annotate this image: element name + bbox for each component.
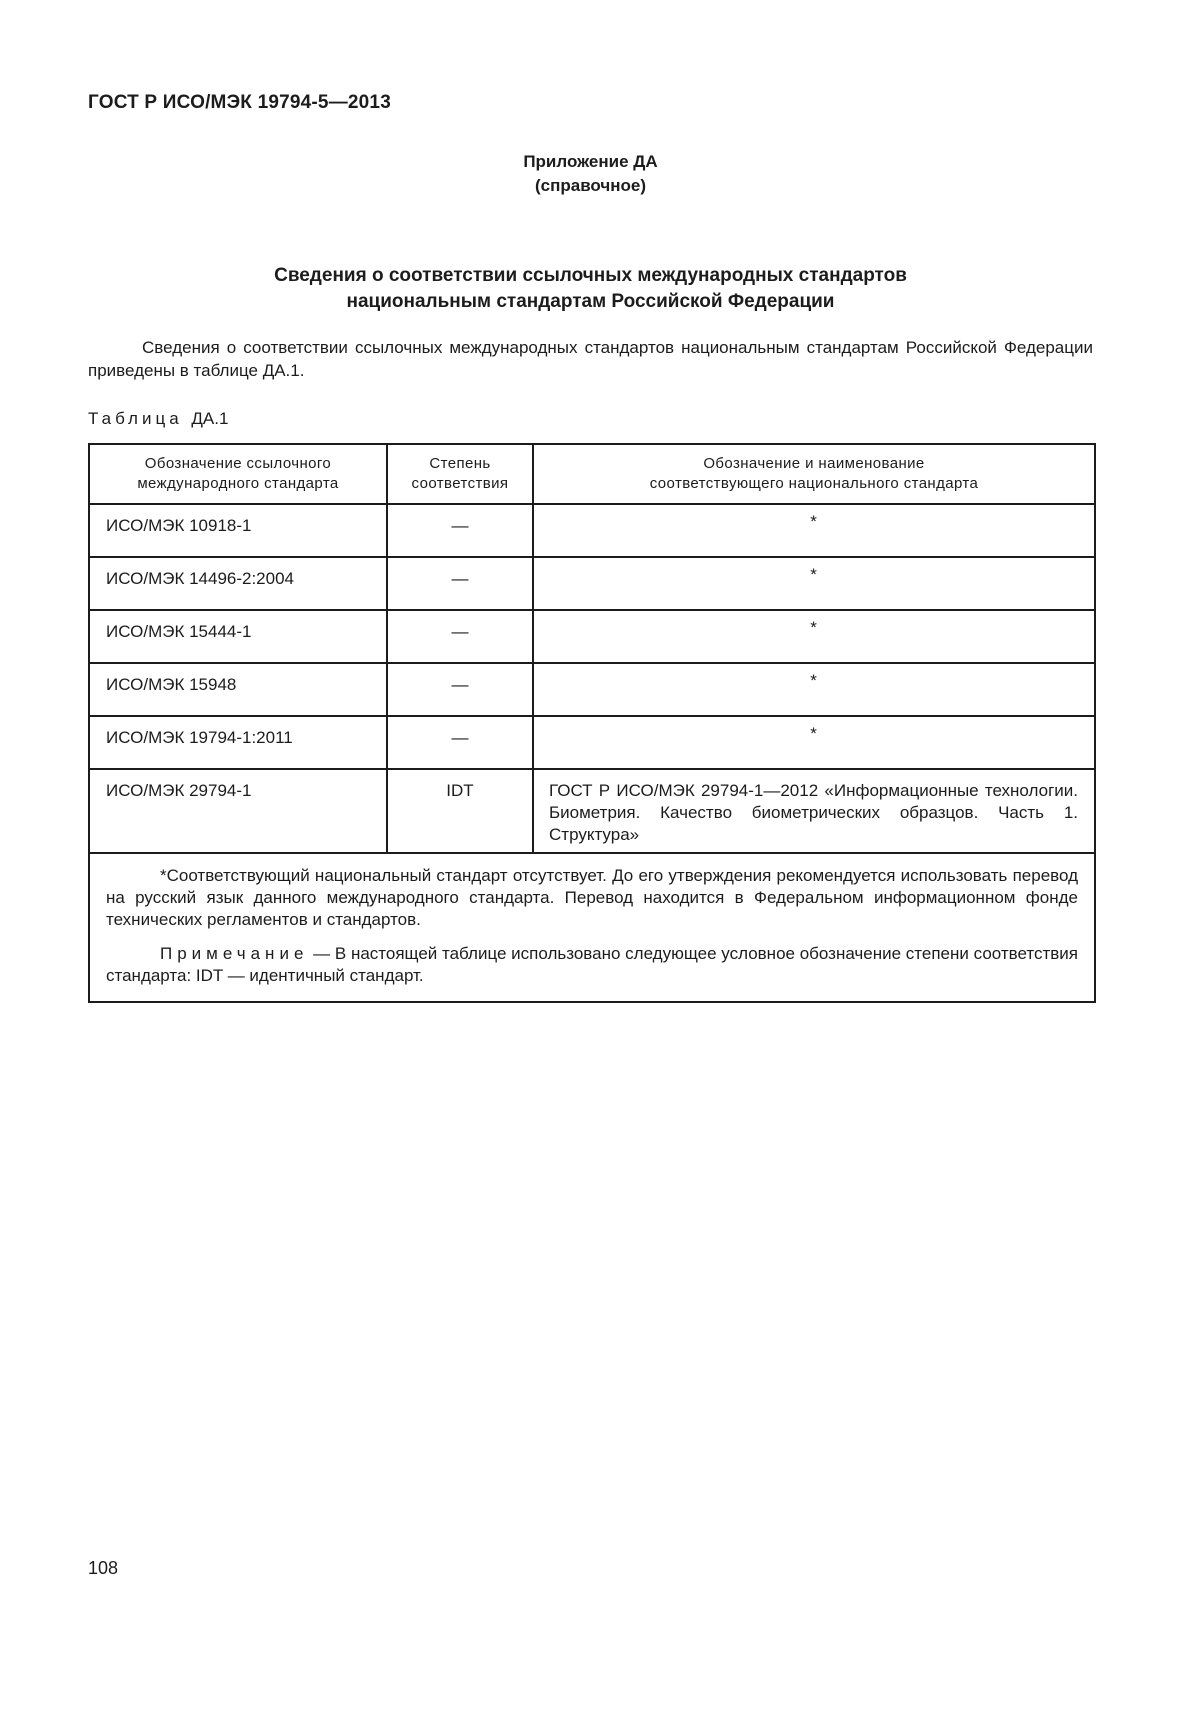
- annex-title: Приложение ДА: [523, 152, 658, 171]
- section-title-line1: Сведения о соответствии ссылочных международных стандартов: [274, 265, 907, 286]
- cell-degree: —: [387, 557, 533, 610]
- intro-paragraph: Сведения о соответствии ссылочных международных стандартов национальным стандартам Российской Федерации приведены в таблице ДА.1.: [88, 338, 1093, 380]
- table-footer-row: [89, 853, 1095, 1002]
- page-number: 108: [88, 1558, 119, 1578]
- cell-degree: —: [387, 504, 533, 557]
- annex-heading: [0, 150, 1181, 198]
- cell-national: *: [533, 610, 1095, 663]
- cell-national: *: [533, 716, 1095, 769]
- correspondence-table: [88, 443, 1096, 1003]
- cell-national: *: [533, 663, 1095, 716]
- cell-degree: IDT: [387, 769, 533, 853]
- table-row: [89, 504, 1095, 557]
- table-row: [89, 557, 1095, 610]
- cell-standard: ИСО/МЭК 10918-1: [89, 504, 387, 557]
- cell-degree: —: [387, 663, 533, 716]
- note-label: Примечание: [160, 944, 309, 963]
- header-international-standard: Обозначение ссылочного международного стандарта: [89, 444, 387, 504]
- table-row: [89, 610, 1095, 663]
- cell-national: *: [533, 557, 1095, 610]
- table-caption-number: ДА.1: [191, 409, 229, 428]
- table-caption-label: Таблица: [88, 409, 183, 428]
- cell-standard: ИСО/МЭК 19794-1:2011: [89, 716, 387, 769]
- footnote: *Соответствующий национальный стандарт отсутствует. До его утверждения рекомендуется использовать перевод на русский язык данного международного стандарта. Перевод находится в Федеральном информационном фонде технических регламентов и стандартов.: [106, 866, 1078, 929]
- table-header-row: [89, 444, 1095, 504]
- cell-degree: —: [387, 610, 533, 663]
- cell-degree: —: [387, 716, 533, 769]
- cell-standard: ИСО/МЭК 15444-1: [89, 610, 387, 663]
- cell-national: ГОСТ Р ИСО/МЭК 29794-1—2012 «Информационные технологии. Биометрия. Качество биометрических образцов. Часть 1. Структура»: [533, 769, 1095, 853]
- header-national-standard: Обозначение и наименование соответствующего национального стандарта: [533, 444, 1095, 504]
- table-footer: [89, 853, 1095, 1002]
- table-row: [89, 716, 1095, 769]
- document-header: ГОСТ Р ИСО/МЭК 19794-5—2013: [88, 92, 391, 113]
- table-caption: [88, 409, 228, 429]
- note-text: — В настоящей таблице использовано следующее условное обозначение степени соответствия стандарта: IDT — идентичный стандарт.: [106, 944, 1078, 985]
- cell-standard: ИСО/МЭК 14496-2:2004: [89, 557, 387, 610]
- cell-standard: ИСО/МЭК 15948: [89, 663, 387, 716]
- header-degree: Степень соответствия: [387, 444, 533, 504]
- cell-national: *: [533, 504, 1095, 557]
- table-note: [106, 943, 1078, 987]
- annex-subtitle: (справочное): [534, 176, 647, 195]
- table-row: [89, 663, 1095, 716]
- section-title-line2: национальным стандартам Российской Федерации: [346, 291, 835, 312]
- table-row: [89, 769, 1095, 853]
- section-title: [0, 263, 1181, 315]
- cell-standard: ИСО/МЭК 29794-1: [89, 769, 387, 853]
